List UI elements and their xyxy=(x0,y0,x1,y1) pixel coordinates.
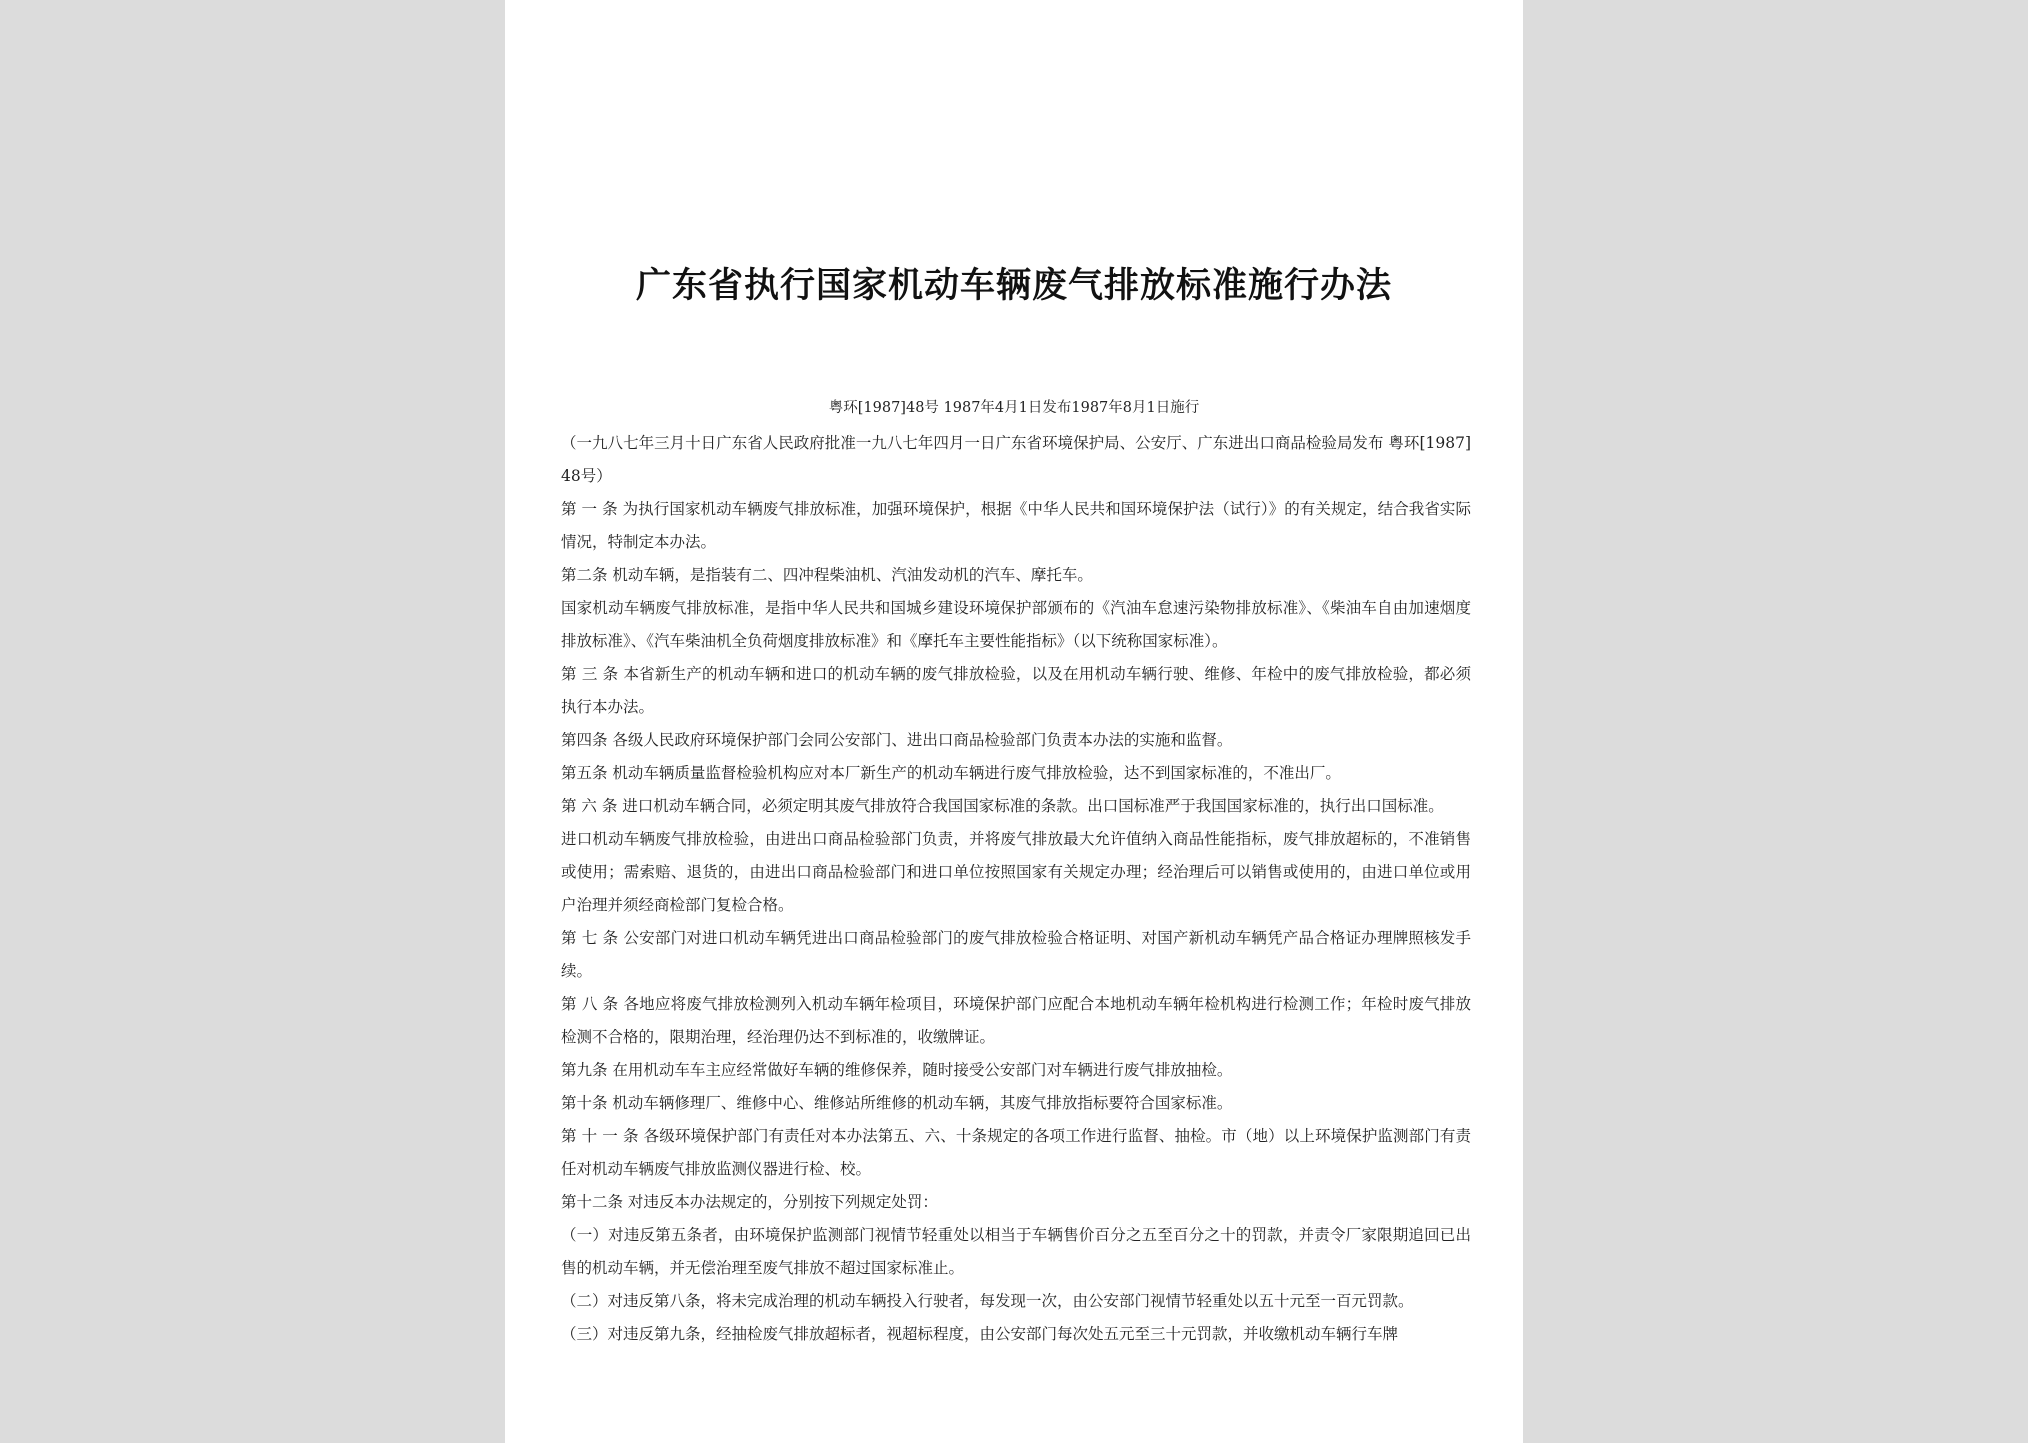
document-number: 粤环[1987]48号 1987年4月1日发布1987年8月1日施行 xyxy=(828,400,1200,416)
paragraph-article-8: 第 八 条 各地应将废气排放检测列入机动车辆年检项目，环境保护部门应配合本地机动车辆年检机构进行检测工作；年检时废气排放检测不合格的，限期治理，经治理仍达不到标准的，收缴牌证。 xyxy=(561,995,1471,1046)
document-page xyxy=(505,0,1523,1443)
paragraph-article-9: 第九条 在用机动车车主应经常做好车辆的维修保养，随时接受公安部门对车辆进行废气排放抽检。 xyxy=(561,1061,1233,1079)
paragraph-article-2-standards: 国家机动车辆废气排放标准，是指中华人民共和国城乡建设环境保护部颁布的《汽油车怠速污染物排放标准》、《柴油车自由加速烟度排放标准》、《汽车柴油机全负荷烟度排放标准》和《摩托车主要性能指标》（以下统称国家标准）。 xyxy=(561,599,1471,650)
paragraph-article-3: 第 三 条 本省新生产的机动车辆和进口的机动车辆的废气排放检验，以及在用机动车辆行驶、维修、年检中的废气排放检验，都必须执行本办法。 xyxy=(561,665,1471,716)
paragraph-article-12-item-1: （一）对违反第五条者，由环境保护监测部门视情节轻重处以相当于车辆售价百分之五至百分之十的罚款，并责令厂家限期追回已出售的机动车辆，并无偿治理至废气排放不超过国家标准止。 xyxy=(561,1226,1471,1277)
paragraph-article-12: 第十二条 对违反本办法规定的，分别按下列规定处罚： xyxy=(561,1193,938,1211)
paragraph-issuance-note: （一九八七年三月十日广东省人民政府批准一九八七年四月一日广东省环境保护局、公安厅、广东进出口商品检验局发布 粤环[1987]48号） xyxy=(561,434,1471,485)
paragraph-article-4: 第四条 各级人民政府环境保护部门会同公安部门、进出口商品检验部门负责本办法的实施和监督。 xyxy=(561,731,1233,749)
paragraph-article-12-item-2: （二）对违反第八条，将未完成治理的机动车辆投入行驶者，每发现一次，由公安部门视情节轻重处以五十元至一百元罚款。 xyxy=(561,1292,1414,1310)
document-title: 广东省执行国家机动车辆废气排放标准施行办法 xyxy=(635,266,1392,306)
paragraph-article-1: 第 一 条 为执行国家机动车辆废气排放标准，加强环境保护，根据《中华人民共和国环境保护法（试行）》的有关规定，结合我省实际情况，特制定本办法。 xyxy=(561,500,1471,551)
paragraph-article-2: 第二条 机动车辆，是指装有二、四冲程柴油机、汽油发动机的汽车、摩托车。 xyxy=(561,566,1093,584)
paragraph-article-11: 第 十 一 条 各级环境保护部门有责任对本办法第五、六、十条规定的各项工作进行监督、抽检。市（地）以上环境保护监测部门有责任对机动车辆废气排放监测仪器进行检、校。 xyxy=(561,1127,1471,1178)
paragraph-article-7: 第 七 条 公安部门对进口机动车辆凭进出口商品检验部门的废气排放检验合格证明、对国产新机动车辆凭产品合格证办理牌照核发手续。 xyxy=(561,929,1471,980)
paragraph-article-6: 第 六 条 进口机动车辆合同，必须定明其废气排放符合我国国家标准的条款。出口国标准严于我国国家标准的，执行出口国标准。 xyxy=(561,797,1444,815)
paragraph-article-6-import: 进口机动车辆废气排放检验，由进出口商品检验部门负责，并将废气排放最大允许值纳入商品性能指标，废气排放超标的，不准销售或使用；需索赔、退货的，由进出口商品检验部门和进口单位按照国家有关规定办理；经治理后可以销售或使用的，由进口单位或用户治理并须经商检部门复检合格。 xyxy=(561,830,1471,914)
paragraph-article-5: 第五条 机动车辆质量监督检验机构应对本厂新生产的机动车辆进行废气排放检验，达不到国家标准的，不准出厂。 xyxy=(561,764,1341,782)
document-body xyxy=(561,427,1471,1351)
paragraph-article-10: 第十条 机动车辆修理厂、维修中心、维修站所维修的机动车辆，其废气排放指标要符合国家标准。 xyxy=(561,1094,1233,1112)
paragraph-article-12-item-3: （三）对违反第九条，经抽检废气排放超标者，视超标程度，由公安部门每次处五元至三十元罚款，并收缴机动车辆行车牌 xyxy=(561,1325,1399,1343)
